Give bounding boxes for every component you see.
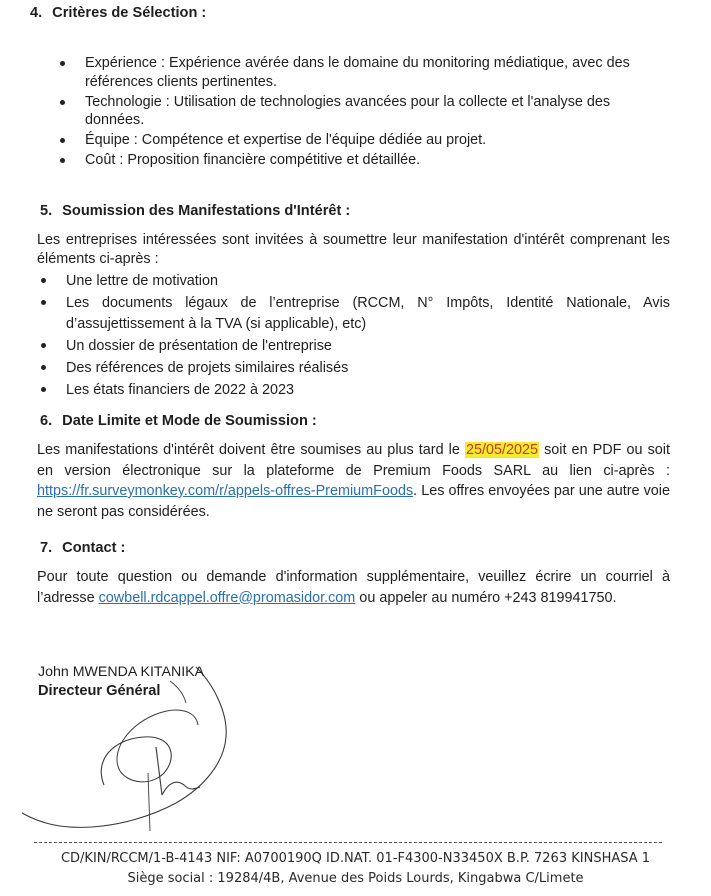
section-5-title: Soumission des Manifestations d'Intérêt : (62, 203, 351, 219)
list-item: Technologie : Utilisation de technologies avancées pour la collecte et l'analyse des données. (58, 93, 670, 130)
footer-registration-line: CD/KIN/RCCM/1-B-4143 NIF: A0700190Q ID.NAT. 01-F4300-N33450X B.P. 7263 KINSHASA 1 (60, 851, 651, 866)
section-6-paragraph (37, 440, 670, 522)
section-7-paragraph (37, 567, 670, 608)
section-6-title: Date Limite et Mode de Soumission : (62, 413, 317, 429)
list-item: Équipe : Compétence et expertise de l'équipe dédiée au projet. (58, 131, 670, 150)
section-5-number: 5. (40, 203, 53, 219)
section-4-title: Critères de Sélection : (52, 5, 207, 21)
section-7-title: Contact : (62, 540, 126, 556)
selection-criteria-list (58, 54, 670, 171)
list-item: Coût : Proposition financière compétitive et détaillée. (58, 151, 670, 170)
footer-divider (34, 842, 662, 843)
submission-text-3: . Les offres envoyées par une autre voie ne seront pas considérées. (37, 483, 670, 520)
deadline-date: 25/05/2025 (465, 442, 538, 458)
section-6-heading (40, 413, 317, 429)
contact-text-2: ou appeler au numéro +243 819941750. (355, 589, 617, 606)
list-item: Des références de projets similaires réalisés (39, 358, 670, 379)
section-7-heading (40, 540, 125, 556)
signatory-title: Directeur Général (38, 683, 161, 699)
submission-text-2: soit en PDF ou soit en version électronique sur la plateforme de Premium Foods SARL au lien ci-après : (37, 442, 671, 479)
section-6-number: 6. (40, 413, 53, 429)
section-5-intro: Les entreprises intéressées sont invitées à soumettre leur manifestation d'intérêt comprenant les éléments ci-après : (37, 232, 670, 267)
list-item: Les états financiers de 2022 à 2023 (39, 380, 670, 401)
list-item: Expérience : Expérience avérée dans le domaine du monitoring médiatique, avec des références clients pertinentes. (58, 54, 670, 91)
list-item: Une lettre de motivation (39, 271, 670, 292)
required-documents-list (39, 271, 670, 402)
submission-text: Les manifestations d'intérêt doivent être soumises au plus tard le (37, 442, 465, 458)
section-7-number: 7. (40, 540, 53, 556)
section-5-heading (40, 203, 350, 219)
contact-email-link[interactable]: cowbell.rdcappel.offre@promasidor.com (98, 589, 356, 606)
list-item: Les documents légaux de l’entreprise (RCCM, N° Impôts, Identité Nationale, Avis d’assujettissement à la TVA (si applicable), etc) (39, 293, 670, 334)
list-item: Un dossier de présentation de l'entreprise (39, 336, 670, 357)
footer-address-line: Siège social : 19284/4B, Avenue des Poids Lourds, Kingabwa C/Limete (127, 871, 584, 886)
section-4-number: 4. (30, 5, 43, 21)
section-4-heading (30, 5, 206, 21)
signatory-name: John MWENDA KITANIKA (38, 664, 205, 680)
contact-text: Pour toute question ou demande d'information supplémentaire, veuillez écrire un courriel à l’adresse (37, 569, 670, 606)
handwritten-signature (0, 655, 260, 835)
survey-link[interactable]: https://fr.surveymonkey.com/r/appels-offres-PremiumFoods (37, 483, 414, 499)
